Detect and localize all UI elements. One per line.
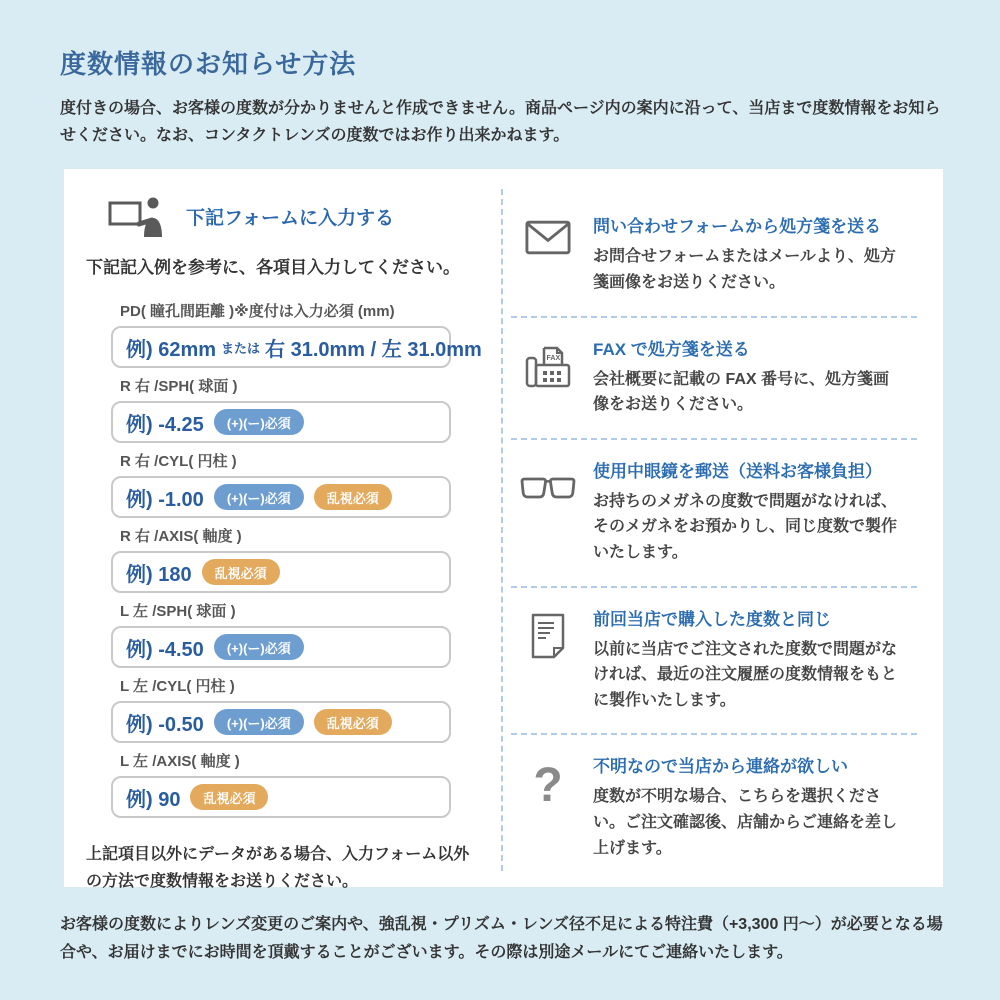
method-body: お持ちのメガネの度数で問題がなければ、そのメガネをお預かりし、同じ度数で製作いたします。 <box>593 492 898 561</box>
form-fields <box>111 300 482 818</box>
astigmatism-required-badge: 乱視必須 <box>314 709 392 735</box>
method-text <box>593 333 933 418</box>
example-value: 例) -0.50 <box>126 713 204 736</box>
field-l-cyl <box>111 675 451 743</box>
field-example-box <box>111 401 451 443</box>
fax-icon <box>503 333 593 418</box>
field-l-axis <box>111 750 451 818</box>
field-label: L 左 /CYL( 円柱 ) <box>120 678 235 696</box>
example-or: または <box>221 340 261 356</box>
plus-minus-required-badge: (+)(ー)必須 <box>214 484 304 510</box>
field-example-box <box>111 476 451 518</box>
field-example-box <box>111 551 451 593</box>
page-title: 度数情報のお知らせ方法 <box>60 49 357 79</box>
example-value: 例) 62mm <box>126 338 217 361</box>
example-value-2: 右 31.0mm / 左 31.0mm <box>265 338 482 361</box>
method-body: 度数が不明な場合、こちらを選択ください。ご注文確認後、店舗からご連絡を差し上げます。 <box>593 788 898 857</box>
method-mail-glasses <box>503 440 943 586</box>
glasses-icon <box>503 455 593 566</box>
document-icon <box>503 603 593 714</box>
methods-card <box>64 169 943 890</box>
method-text <box>593 210 933 295</box>
astigmatism-required-badge: 乱視必須 <box>202 559 280 585</box>
field-label: L 左 /AXIS( 軸度 ) <box>120 753 240 771</box>
field-label: R 右 /AXIS( 軸度 ) <box>120 528 242 546</box>
method-title: 問い合わせフォームから処方箋を送る <box>593 217 882 237</box>
form-column <box>64 195 501 890</box>
field-label: PD( 瞳孔間距離 )※度付は入力必須 (mm) <box>120 303 395 321</box>
astigmatism-required-badge: 乱視必須 <box>190 784 268 810</box>
form-header <box>108 195 501 237</box>
form-subtitle: 下記記入例を参考に、各項目入力してください。 <box>86 258 460 278</box>
plus-minus-required-badge: (+)(ー)必須 <box>214 409 304 435</box>
example-value: 例) -4.25 <box>126 413 204 436</box>
field-label: R 右 /CYL( 円柱 ) <box>120 453 237 471</box>
person-at-computer-icon <box>108 195 164 237</box>
field-r-axis <box>111 525 451 593</box>
field-example-box <box>111 326 482 368</box>
method-text <box>593 750 933 861</box>
field-label: R 右 /SPH( 球面 ) <box>120 378 238 396</box>
method-contact-form <box>503 195 943 315</box>
method-body: 会社概要に記載の FAX 番号に、処方箋画像をお送りください。 <box>593 370 890 414</box>
field-r-cyl <box>111 450 451 518</box>
method-text <box>593 455 933 566</box>
method-body: お問合せフォームまたはメールより、処方箋画像をお送りください。 <box>593 248 896 291</box>
method-title: 前回当店で購入した度数と同じ <box>593 609 831 629</box>
plus-minus-required-badge: (+)(ー)必須 <box>214 634 304 660</box>
form-section-title: 下記フォームに入力する <box>186 207 395 229</box>
svg-text:FAX: FAX <box>546 354 561 362</box>
field-r-sph <box>111 375 451 443</box>
astigmatism-required-badge: 乱視必須 <box>314 484 392 510</box>
envelope-icon <box>503 210 593 295</box>
method-text <box>593 603 933 714</box>
method-previous-order <box>503 588 943 734</box>
method-title: 不明なので当店から連絡が欲しい <box>593 757 848 777</box>
method-title: 使用中眼鏡を郵送（送料お客様負担） <box>593 461 882 481</box>
question-mark-icon: ? <box>533 759 563 813</box>
method-fax <box>503 318 943 438</box>
field-label: L 左 /SPH( 球面 ) <box>120 603 236 621</box>
other-methods-column <box>503 195 943 867</box>
intro-text: 度付きの場合、お客様の度数が分かりませんと作成できません。商品ページ内の案内に沿って、当店まで度数情報をお知らせください。なお、コンタクトレンズの度数ではお作り出来かねます。 <box>60 100 941 145</box>
footer-note: お客様の度数によりレンズ変更のご案内や、強乱視・プリズム・レンズ径不足による特注費（+3,300 円～）が必要となる場合や、お届けまでにお時間を頂戴することがございます。その際は別途メールにてご連絡いたします。 <box>60 916 943 961</box>
method-title: FAX で処方箋を送る <box>593 339 750 359</box>
form-note: 上記項目以外にデータがある場合、入力フォーム以外の方法で度数情報をお送りください。 <box>86 846 470 890</box>
field-example-box <box>111 626 451 668</box>
field-pd <box>111 300 482 368</box>
example-value: 例) 180 <box>126 563 192 586</box>
example-value: 例) 90 <box>126 788 181 811</box>
method-unknown-contact <box>503 735 943 881</box>
field-example-box <box>111 776 451 818</box>
field-example-box <box>111 701 451 743</box>
example-value: 例) -1.00 <box>126 488 204 511</box>
plus-minus-required-badge: (+)(ー)必須 <box>214 709 304 735</box>
example-value: 例) -4.50 <box>126 638 204 661</box>
method-body: 以前に当店でご注文された度数で問題がなければ、最近の注文履歴の度数情報をもとに製作いたします。 <box>593 640 898 709</box>
field-l-sph <box>111 600 451 668</box>
